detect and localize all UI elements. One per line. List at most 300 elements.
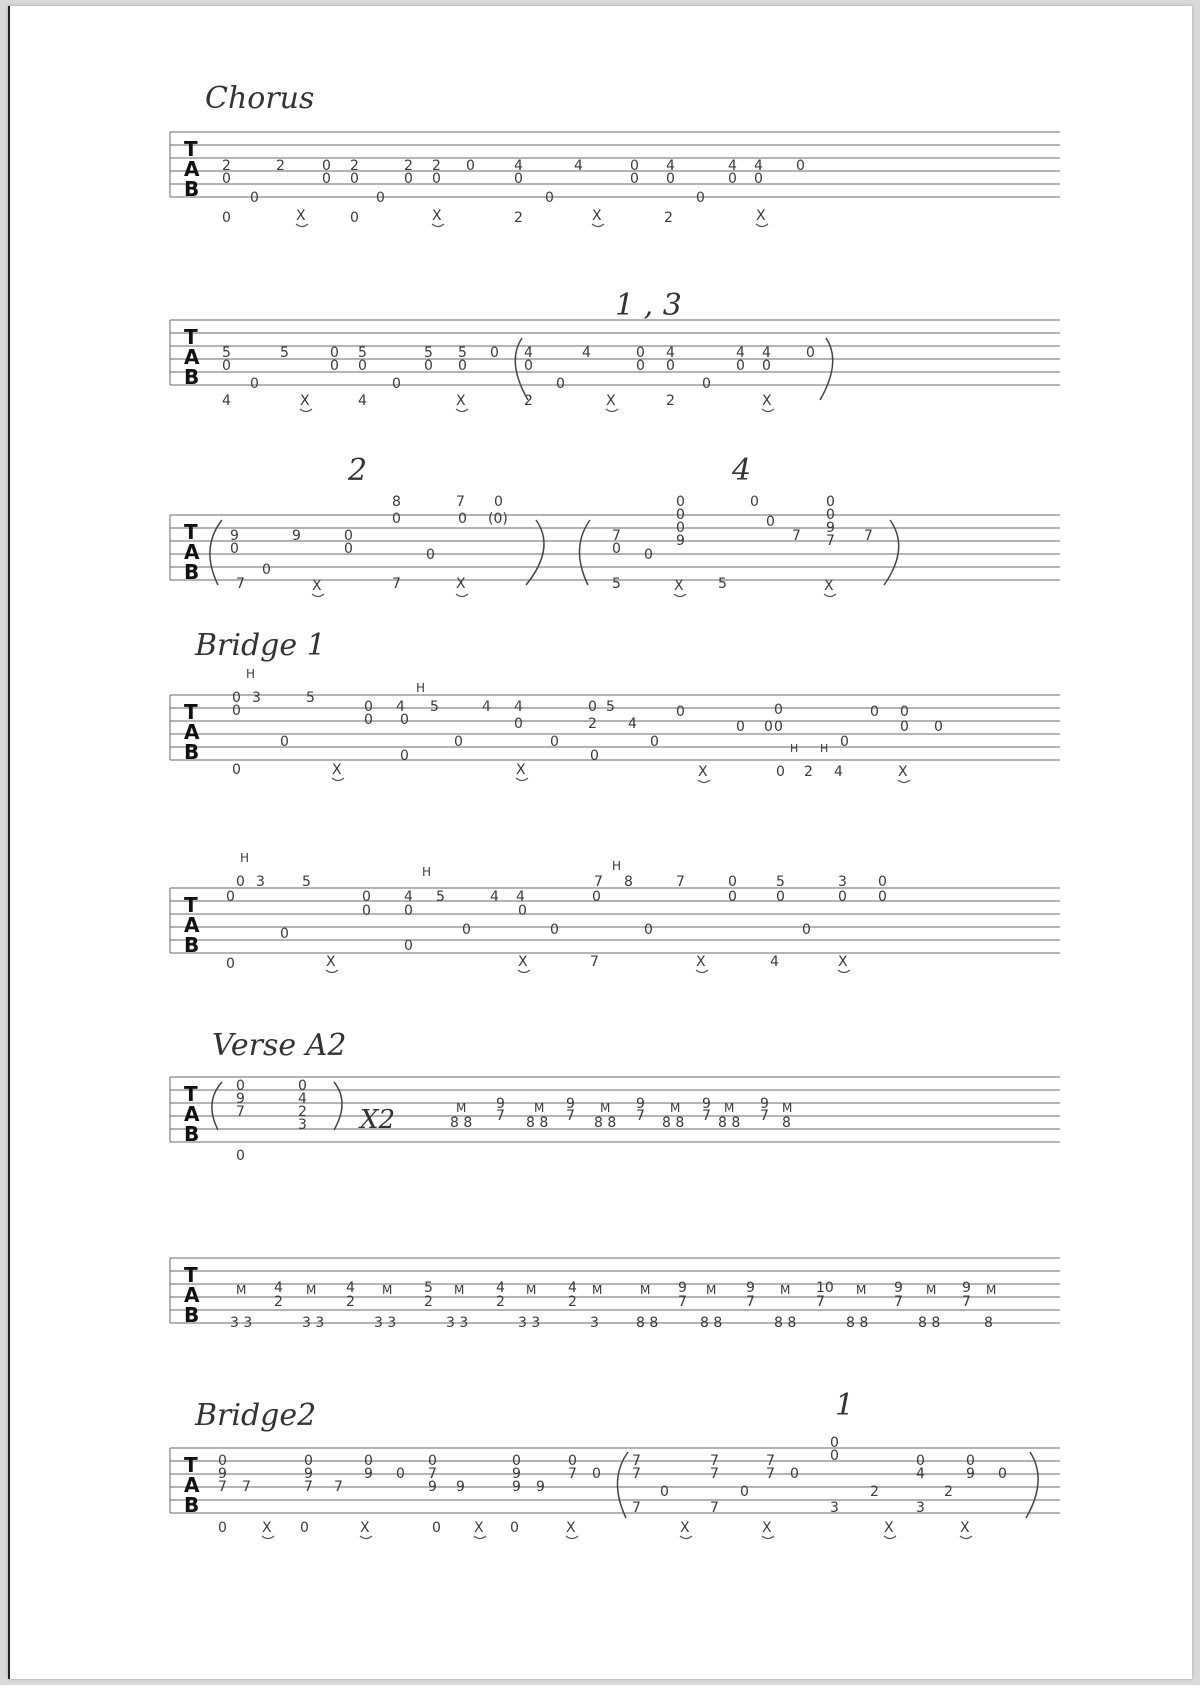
svg-text:0: 0 bbox=[432, 1520, 441, 1536]
tab-clef-2 bbox=[184, 325, 200, 389]
svg-text:0: 0 bbox=[330, 358, 339, 374]
svg-text:X: X bbox=[756, 208, 766, 224]
svg-text:0: 0 bbox=[840, 734, 849, 750]
svg-text:0: 0 bbox=[676, 507, 685, 523]
svg-text:0: 0 bbox=[796, 158, 805, 174]
svg-text:7: 7 bbox=[456, 494, 465, 510]
svg-text:0: 0 bbox=[392, 511, 401, 527]
svg-text:0: 0 bbox=[754, 171, 763, 187]
svg-text:0: 0 bbox=[592, 1466, 601, 1482]
svg-text:4: 4 bbox=[628, 716, 637, 732]
svg-text:2: 2 bbox=[588, 716, 597, 732]
svg-text:0: 0 bbox=[222, 358, 231, 374]
svg-text:X: X bbox=[516, 762, 526, 778]
svg-text:4: 4 bbox=[490, 889, 499, 905]
svg-text:7: 7 bbox=[710, 1453, 719, 1469]
svg-text:2: 2 bbox=[346, 1294, 355, 1310]
svg-text:X: X bbox=[474, 1520, 484, 1536]
svg-text:0: 0 bbox=[878, 889, 887, 905]
svg-text:X: X bbox=[696, 954, 706, 970]
svg-text:3: 3 bbox=[590, 1315, 599, 1331]
svg-text:0: 0 bbox=[236, 874, 245, 890]
svg-text:0: 0 bbox=[666, 358, 675, 374]
svg-text:M: M bbox=[640, 1283, 651, 1297]
svg-text:7: 7 bbox=[632, 1453, 641, 1469]
svg-text:T: T bbox=[184, 700, 198, 724]
svg-text:3 3: 3 3 bbox=[518, 1315, 541, 1331]
svg-text:2: 2 bbox=[664, 210, 673, 226]
svg-text:A: A bbox=[184, 1473, 200, 1497]
svg-text:X: X bbox=[326, 954, 336, 970]
svg-text:7: 7 bbox=[766, 1466, 775, 1482]
svg-text:H: H bbox=[240, 851, 250, 865]
svg-text:8 8: 8 8 bbox=[594, 1115, 617, 1131]
svg-text:9: 9 bbox=[702, 1096, 711, 1112]
svg-text:0: 0 bbox=[830, 1448, 839, 1464]
svg-text:X: X bbox=[456, 393, 466, 409]
svg-text:8: 8 bbox=[782, 1115, 791, 1131]
svg-text:0: 0 bbox=[764, 719, 773, 735]
svg-text:3 3: 3 3 bbox=[230, 1315, 253, 1331]
svg-text:0: 0 bbox=[878, 874, 887, 890]
svg-text:T: T bbox=[184, 893, 198, 917]
svg-text:7: 7 bbox=[612, 528, 621, 544]
svg-text:X: X bbox=[884, 1520, 894, 1536]
bracket-ending-1-bridge2 bbox=[617, 1452, 1038, 1518]
svg-text:7: 7 bbox=[236, 576, 245, 592]
section-title-verse-a2: Verse A2 bbox=[212, 1028, 347, 1063]
ending-label-4: 4 bbox=[732, 453, 752, 488]
svg-text:X: X bbox=[606, 393, 616, 409]
svg-text:4: 4 bbox=[666, 345, 675, 361]
svg-text:9: 9 bbox=[746, 1280, 755, 1296]
svg-text:0: 0 bbox=[514, 171, 523, 187]
svg-text:0: 0 bbox=[432, 171, 441, 187]
svg-text:0: 0 bbox=[766, 514, 775, 530]
svg-text:0: 0 bbox=[966, 1453, 975, 1469]
svg-text:0: 0 bbox=[358, 358, 367, 374]
svg-text:0: 0 bbox=[900, 719, 909, 735]
svg-text:0: 0 bbox=[236, 1148, 245, 1164]
svg-text:0: 0 bbox=[774, 702, 783, 718]
svg-text:0: 0 bbox=[280, 734, 289, 750]
svg-text:7: 7 bbox=[760, 1108, 769, 1124]
svg-text:0: 0 bbox=[298, 1078, 307, 1094]
svg-text:H: H bbox=[820, 742, 829, 755]
svg-text:M: M bbox=[306, 1283, 317, 1297]
svg-text:7: 7 bbox=[590, 954, 599, 970]
svg-text:2: 2 bbox=[276, 158, 285, 174]
svg-text:0: 0 bbox=[514, 716, 523, 732]
svg-text:9: 9 bbox=[428, 1479, 437, 1495]
svg-text:8 8: 8 8 bbox=[700, 1315, 723, 1331]
chorus-notes bbox=[222, 158, 805, 226]
svg-text:9: 9 bbox=[536, 1479, 545, 1495]
svg-text:4: 4 bbox=[568, 1280, 577, 1296]
svg-text:4: 4 bbox=[346, 1280, 355, 1296]
svg-text:0: 0 bbox=[826, 507, 835, 523]
svg-text:0: 0 bbox=[588, 699, 597, 715]
svg-text:B: B bbox=[184, 177, 200, 201]
svg-text:8 8: 8 8 bbox=[774, 1315, 797, 1331]
svg-text:M: M bbox=[526, 1283, 537, 1297]
svg-text:5: 5 bbox=[458, 345, 467, 361]
svg-text:8 8: 8 8 bbox=[526, 1115, 549, 1131]
svg-text:0: 0 bbox=[218, 1520, 227, 1536]
svg-text:4: 4 bbox=[666, 158, 675, 174]
svg-text:7: 7 bbox=[428, 1466, 437, 1482]
svg-text:9: 9 bbox=[230, 528, 239, 544]
svg-text:T: T bbox=[184, 1453, 198, 1477]
staff-3-notes bbox=[230, 494, 873, 594]
svg-text:X: X bbox=[592, 208, 602, 224]
svg-text:2: 2 bbox=[350, 158, 359, 174]
svg-text:B: B bbox=[184, 560, 200, 584]
svg-text:0: 0 bbox=[396, 1466, 405, 1482]
svg-text:7: 7 bbox=[392, 576, 401, 592]
svg-text:5: 5 bbox=[358, 345, 367, 361]
svg-text:0: 0 bbox=[806, 345, 815, 361]
svg-text:0: 0 bbox=[350, 210, 359, 226]
svg-text:0: 0 bbox=[556, 376, 565, 392]
svg-text:4: 4 bbox=[582, 345, 591, 361]
svg-text:0: 0 bbox=[518, 903, 527, 919]
svg-text:H: H bbox=[416, 681, 426, 695]
svg-text:3 3: 3 3 bbox=[302, 1315, 325, 1331]
svg-text:0: 0 bbox=[218, 1453, 227, 1469]
svg-text:T: T bbox=[184, 1263, 198, 1287]
svg-text:X: X bbox=[762, 1520, 772, 1536]
svg-text:0: 0 bbox=[545, 190, 554, 206]
svg-text:0: 0 bbox=[362, 903, 371, 919]
svg-text:7: 7 bbox=[894, 1294, 903, 1310]
section-title-bridge2: Bridge2 bbox=[195, 1398, 317, 1433]
svg-text:M: M bbox=[856, 1283, 867, 1297]
svg-text:7: 7 bbox=[632, 1466, 641, 1482]
svg-text:7: 7 bbox=[792, 528, 801, 544]
svg-text:0: 0 bbox=[790, 1466, 799, 1482]
svg-text:X: X bbox=[762, 393, 772, 409]
staff-8-notes bbox=[218, 1435, 1007, 1536]
svg-text:T: T bbox=[184, 520, 198, 544]
svg-text:0: 0 bbox=[236, 1078, 245, 1094]
svg-text:0: 0 bbox=[364, 1453, 373, 1469]
svg-text:0: 0 bbox=[512, 1453, 521, 1469]
svg-text:0: 0 bbox=[630, 158, 639, 174]
svg-text:3: 3 bbox=[916, 1500, 925, 1516]
svg-text:0: 0 bbox=[826, 494, 835, 510]
svg-text:7: 7 bbox=[566, 1108, 575, 1124]
svg-text:M: M bbox=[592, 1283, 603, 1297]
svg-text:0: 0 bbox=[750, 494, 759, 510]
svg-text:0: 0 bbox=[400, 748, 409, 764]
svg-text:0: 0 bbox=[424, 358, 433, 374]
svg-text:0: 0 bbox=[838, 889, 847, 905]
svg-text:M: M bbox=[724, 1101, 735, 1115]
svg-text:5: 5 bbox=[718, 576, 727, 592]
svg-text:B: B bbox=[184, 365, 200, 389]
svg-text:0: 0 bbox=[230, 541, 239, 557]
svg-text:4: 4 bbox=[298, 1091, 307, 1107]
svg-text:0: 0 bbox=[392, 376, 401, 392]
svg-text:8 8: 8 8 bbox=[918, 1315, 941, 1331]
svg-text:9: 9 bbox=[760, 1096, 769, 1112]
svg-text:4: 4 bbox=[496, 1280, 505, 1296]
tab-clef-1 bbox=[184, 137, 200, 201]
svg-text:9: 9 bbox=[218, 1466, 227, 1482]
svg-text:T: T bbox=[184, 1082, 198, 1106]
section-title-chorus: Chorus bbox=[205, 81, 315, 116]
svg-text:0: 0 bbox=[462, 922, 471, 938]
svg-text:X: X bbox=[300, 393, 310, 409]
svg-text:0: 0 bbox=[322, 171, 331, 187]
tab-clef-7 bbox=[184, 1263, 200, 1327]
svg-text:M: M bbox=[600, 1101, 611, 1115]
svg-text:0: 0 bbox=[590, 748, 599, 764]
svg-text:(0): (0) bbox=[488, 511, 508, 527]
svg-text:2: 2 bbox=[274, 1294, 283, 1310]
svg-text:0: 0 bbox=[702, 376, 711, 392]
svg-text:A: A bbox=[184, 720, 200, 744]
svg-text:0: 0 bbox=[458, 511, 467, 527]
svg-text:2: 2 bbox=[804, 764, 813, 780]
svg-text:M: M bbox=[670, 1101, 681, 1115]
svg-text:0: 0 bbox=[524, 358, 533, 374]
svg-text:X: X bbox=[360, 1520, 370, 1536]
svg-text:0: 0 bbox=[676, 704, 685, 720]
svg-text:M: M bbox=[456, 1101, 467, 1115]
svg-text:0: 0 bbox=[934, 719, 943, 735]
tab-clef-3 bbox=[184, 520, 200, 584]
svg-text:7: 7 bbox=[632, 1500, 641, 1516]
svg-text:0: 0 bbox=[916, 1453, 925, 1469]
svg-text:7: 7 bbox=[702, 1108, 711, 1124]
svg-text:4: 4 bbox=[514, 158, 523, 174]
svg-text:H: H bbox=[790, 742, 799, 755]
repeat-times: X2 bbox=[360, 1105, 396, 1135]
svg-text:A: A bbox=[184, 1102, 200, 1126]
svg-text:X: X bbox=[960, 1520, 970, 1536]
svg-text:0: 0 bbox=[870, 704, 879, 720]
svg-text:5: 5 bbox=[424, 345, 433, 361]
svg-text:4: 4 bbox=[762, 345, 771, 361]
svg-text:4: 4 bbox=[516, 889, 525, 905]
svg-text:4: 4 bbox=[728, 158, 737, 174]
svg-text:0: 0 bbox=[510, 1520, 519, 1536]
svg-text:2: 2 bbox=[514, 210, 523, 226]
svg-text:8: 8 bbox=[392, 494, 401, 510]
svg-text:9: 9 bbox=[966, 1466, 975, 1482]
svg-text:0: 0 bbox=[404, 903, 413, 919]
svg-text:0: 0 bbox=[660, 1484, 669, 1500]
svg-text:3 3: 3 3 bbox=[374, 1315, 397, 1331]
svg-text:7: 7 bbox=[676, 874, 685, 890]
svg-text:9: 9 bbox=[894, 1280, 903, 1296]
svg-text:X: X bbox=[262, 1520, 272, 1536]
svg-text:5: 5 bbox=[612, 576, 621, 592]
svg-text:0: 0 bbox=[644, 547, 653, 563]
svg-text:0: 0 bbox=[736, 358, 745, 374]
svg-text:M: M bbox=[706, 1283, 717, 1297]
svg-text:4: 4 bbox=[916, 1466, 925, 1482]
svg-text:7: 7 bbox=[334, 1479, 343, 1495]
svg-text:0: 0 bbox=[330, 345, 339, 361]
svg-text:0: 0 bbox=[400, 712, 409, 728]
svg-text:7: 7 bbox=[710, 1466, 719, 1482]
svg-text:0: 0 bbox=[222, 210, 231, 226]
svg-text:9: 9 bbox=[636, 1096, 645, 1112]
svg-text:H: H bbox=[612, 859, 622, 873]
svg-text:3: 3 bbox=[838, 874, 847, 890]
svg-text:M: M bbox=[780, 1283, 791, 1297]
svg-text:0: 0 bbox=[364, 712, 373, 728]
ending-label-1: 1 bbox=[835, 1388, 855, 1423]
svg-text:5: 5 bbox=[302, 874, 311, 890]
svg-text:0: 0 bbox=[666, 171, 675, 187]
svg-text:X: X bbox=[824, 578, 834, 594]
svg-text:4: 4 bbox=[770, 954, 779, 970]
svg-text:4: 4 bbox=[222, 393, 231, 409]
svg-text:X: X bbox=[332, 762, 342, 778]
svg-text:0: 0 bbox=[428, 1453, 437, 1469]
svg-text:4: 4 bbox=[574, 158, 583, 174]
svg-text:0: 0 bbox=[636, 358, 645, 374]
svg-text:4: 4 bbox=[524, 345, 533, 361]
svg-text:9: 9 bbox=[304, 1466, 313, 1482]
svg-text:0: 0 bbox=[454, 734, 463, 750]
svg-text:0: 0 bbox=[222, 171, 231, 187]
svg-text:0: 0 bbox=[776, 889, 785, 905]
svg-text:8 8: 8 8 bbox=[718, 1115, 741, 1131]
tab-staff-1 bbox=[170, 132, 1060, 197]
svg-text:0: 0 bbox=[280, 926, 289, 942]
svg-text:2: 2 bbox=[944, 1484, 953, 1500]
tab-staff-5 bbox=[170, 888, 1060, 953]
svg-text:9: 9 bbox=[456, 1479, 465, 1495]
svg-text:3 3: 3 3 bbox=[446, 1315, 469, 1331]
svg-text:X: X bbox=[312, 578, 322, 594]
svg-text:8 8: 8 8 bbox=[662, 1115, 685, 1131]
svg-text:7: 7 bbox=[962, 1294, 971, 1310]
svg-text:0: 0 bbox=[676, 520, 685, 536]
svg-text:9: 9 bbox=[496, 1096, 505, 1112]
svg-text:0: 0 bbox=[304, 1453, 313, 1469]
svg-text:4: 4 bbox=[736, 345, 745, 361]
svg-text:7: 7 bbox=[636, 1108, 645, 1124]
svg-text:5: 5 bbox=[222, 345, 231, 361]
tab-clef-8 bbox=[184, 1453, 200, 1517]
svg-text:7: 7 bbox=[496, 1108, 505, 1124]
svg-text:0: 0 bbox=[802, 922, 811, 938]
svg-text:2: 2 bbox=[404, 158, 413, 174]
svg-text:10: 10 bbox=[816, 1280, 834, 1296]
svg-text:7: 7 bbox=[864, 528, 873, 544]
svg-text:7: 7 bbox=[766, 1453, 775, 1469]
svg-text:2: 2 bbox=[424, 1294, 433, 1310]
svg-text:X: X bbox=[680, 1520, 690, 1536]
svg-text:0: 0 bbox=[344, 541, 353, 557]
staff-5-notes bbox=[226, 851, 887, 972]
svg-text:0: 0 bbox=[232, 762, 241, 778]
svg-text:T: T bbox=[184, 137, 198, 161]
svg-text:9: 9 bbox=[512, 1466, 521, 1482]
svg-text:0: 0 bbox=[830, 1435, 839, 1451]
svg-text:8 8: 8 8 bbox=[636, 1315, 659, 1331]
svg-text:0: 0 bbox=[776, 764, 785, 780]
svg-text:H: H bbox=[422, 865, 432, 879]
svg-text:X: X bbox=[566, 1520, 576, 1536]
svg-text:B: B bbox=[184, 740, 200, 764]
svg-text:0: 0 bbox=[362, 889, 371, 905]
svg-text:A: A bbox=[184, 1283, 200, 1307]
svg-text:0: 0 bbox=[650, 734, 659, 750]
svg-text:3: 3 bbox=[830, 1500, 839, 1516]
svg-text:4: 4 bbox=[274, 1280, 283, 1296]
svg-text:0: 0 bbox=[900, 704, 909, 720]
svg-text:9: 9 bbox=[236, 1091, 245, 1107]
svg-text:9: 9 bbox=[566, 1096, 575, 1112]
svg-text:5: 5 bbox=[280, 345, 289, 361]
staff-6-notes bbox=[236, 1078, 792, 1164]
svg-text:B: B bbox=[184, 1303, 200, 1327]
svg-text:9: 9 bbox=[678, 1280, 687, 1296]
svg-text:M: M bbox=[926, 1283, 937, 1297]
tab-clef-6 bbox=[184, 1082, 200, 1146]
svg-text:T: T bbox=[184, 325, 198, 349]
svg-text:0: 0 bbox=[644, 922, 653, 938]
bracket-repeat-x2 bbox=[212, 1082, 342, 1130]
svg-text:0: 0 bbox=[322, 158, 331, 174]
svg-text:5: 5 bbox=[436, 889, 445, 905]
svg-text:0: 0 bbox=[998, 1466, 1007, 1482]
svg-text:7: 7 bbox=[568, 1466, 577, 1482]
svg-text:9: 9 bbox=[364, 1466, 373, 1482]
svg-text:2: 2 bbox=[432, 158, 441, 174]
svg-text:3: 3 bbox=[252, 690, 261, 706]
tab-staff-4 bbox=[170, 695, 1060, 760]
svg-text:0: 0 bbox=[344, 528, 353, 544]
tab-staff-2 bbox=[170, 320, 1060, 385]
svg-text:0: 0 bbox=[736, 719, 745, 735]
svg-text:0: 0 bbox=[300, 1520, 309, 1536]
svg-text:B: B bbox=[184, 933, 200, 957]
svg-text:B: B bbox=[184, 1122, 200, 1146]
svg-text:X: X bbox=[456, 576, 466, 592]
svg-text:0: 0 bbox=[676, 494, 685, 510]
svg-text:7: 7 bbox=[236, 1104, 245, 1120]
svg-text:5: 5 bbox=[424, 1280, 433, 1296]
staff-4-notes bbox=[232, 667, 943, 780]
svg-text:A: A bbox=[184, 540, 200, 564]
svg-text:M: M bbox=[236, 1283, 247, 1297]
svg-text:9: 9 bbox=[962, 1280, 971, 1296]
svg-text:0: 0 bbox=[550, 922, 559, 938]
svg-text:7: 7 bbox=[816, 1294, 825, 1310]
tab-clef-5 bbox=[184, 893, 200, 957]
svg-text:3: 3 bbox=[256, 874, 265, 890]
svg-text:0: 0 bbox=[466, 158, 475, 174]
svg-text:9: 9 bbox=[292, 528, 301, 544]
svg-text:7: 7 bbox=[304, 1479, 313, 1495]
svg-text:7: 7 bbox=[242, 1479, 251, 1495]
svg-text:0: 0 bbox=[774, 719, 783, 735]
svg-text:0: 0 bbox=[612, 541, 621, 557]
svg-text:0: 0 bbox=[232, 703, 241, 719]
svg-text:0: 0 bbox=[728, 171, 737, 187]
svg-text:0: 0 bbox=[262, 562, 271, 578]
slur-marks bbox=[262, 224, 972, 1539]
svg-text:A: A bbox=[184, 913, 200, 937]
